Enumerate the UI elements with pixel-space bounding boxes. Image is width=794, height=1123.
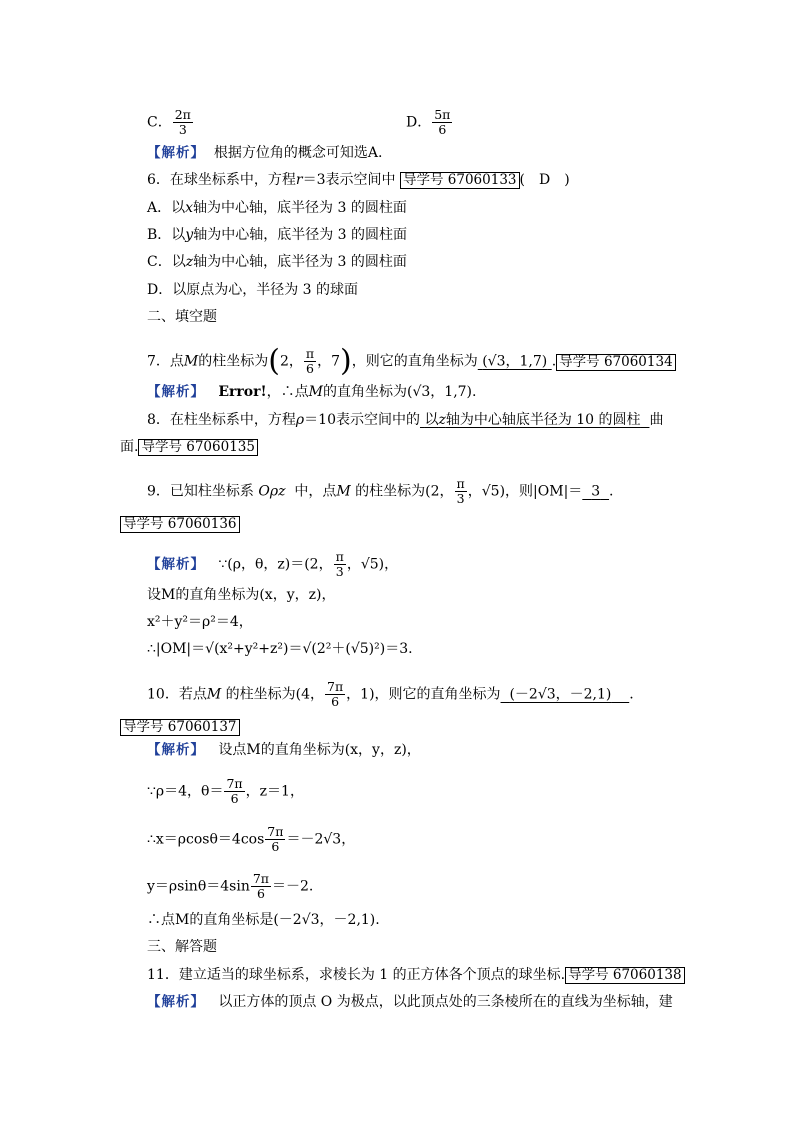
answer-blank: (√3，1,7) xyxy=(482,353,548,370)
q6-option-c: C．以z轴为中心轴，底半径为 3 的圆柱面 xyxy=(147,254,407,270)
section-heading-solve: 三、解答题 xyxy=(147,939,217,955)
solution-label: 【解析】 xyxy=(147,742,205,758)
q6-option-b: B．以y轴为中心轴，底半径为 3 的圆柱面 xyxy=(147,227,408,243)
fraction: $\frac{7\pi}{6}$ xyxy=(267,824,284,854)
solution-label: 【解析】 xyxy=(147,384,205,400)
q5-option-c: C． $\frac{2\pi}{3}$ xyxy=(147,107,191,137)
q7-solution: 【解析】 Error!，∴点M的直角坐标为(√3，1,7). xyxy=(147,384,477,400)
q9-reference xyxy=(120,515,240,533)
fraction: $\frac{\pi}{3}$ xyxy=(456,476,465,506)
solution-label: 【解析】 xyxy=(147,994,205,1010)
q5-option-d: D． $\frac{5\pi}{6}$ xyxy=(406,107,451,137)
section-heading-fill-in: 二、填空题 xyxy=(147,309,217,325)
fraction: $\frac{7\pi}{6}$ xyxy=(327,679,344,709)
fraction: $\frac{7\pi}{6}$ xyxy=(226,776,243,806)
fraction: $\frac{7\pi}{6}$ xyxy=(252,871,270,901)
q9-solution-line: x²＋y²＝ρ²＝4， xyxy=(147,614,253,630)
answer-blank: (－2√3，－2,1) xyxy=(509,686,612,703)
q10-solution-line: ∴点M的直角坐标是(－2√3，－2,1). xyxy=(147,912,380,928)
answer-blank: 3 xyxy=(591,483,601,500)
q10-stem: 10．若点M 的柱坐标为(4， $\frac{7\pi}{6}$ ，1)，则它的直角坐标为 (－2√3，－2,1) . xyxy=(147,679,634,709)
q9-solution-line: 设M的直角坐标为(x，y，z)， xyxy=(147,587,336,603)
fraction: $\frac{2\pi}{3}$ xyxy=(174,107,191,137)
reference-number-box: 导学号 67060134 xyxy=(556,354,676,371)
q9-stem: 9．已知柱坐标系 Oρz 中，点M 的柱坐标为(2， $\frac{\pi}{3}$ ，√5)，则|OM|＝ 3 . xyxy=(147,476,614,506)
reference-number-box: 导学号 67060137 xyxy=(120,719,240,736)
q11-stem: 11．建立适当的球坐标系，求棱长为 1 的正方体各个顶点的球坐标. 导学号 67060138 xyxy=(147,966,685,984)
fraction: $\frac{\pi}{3}$ xyxy=(335,549,344,579)
solution-label: 【解析】 xyxy=(147,556,205,573)
reference-number-box: 导学号 67060136 xyxy=(120,516,240,533)
fraction: $\frac{\pi}{6}$ xyxy=(305,346,315,376)
q9-solution: 【解析】 ∵(ρ，θ，z)＝(2， $\frac{\pi}{3}$ ，√5)， xyxy=(147,549,399,579)
reference-number-box: 导学号 67060135 xyxy=(138,439,258,456)
q7-stem: 7．点M的柱坐标为(2， $\frac{\pi}{6}$ ，7)，则它的直角坐标为 (√3，1,7) . 导学号 67060134 xyxy=(147,347,676,376)
q6-option-a: A．以x轴为中心轴，底半径为 3 的圆柱面 xyxy=(147,200,407,216)
q6-option-d: D．以原点为心，半径为 3 的球面 xyxy=(147,282,359,298)
q10-solution: 【解析】 设点M的直角坐标为(x，y，z)， xyxy=(147,742,421,758)
fraction: $\frac{5\pi}{6}$ xyxy=(434,107,451,137)
q9-solution-line: ∴|OM|＝√(x²+y²+z²)＝√(2²＋(√5)²)＝3. xyxy=(147,641,413,657)
q5-solution: 【解析】 根据方位角的概念可知选A. xyxy=(147,145,383,161)
q8-stem: 8．在柱坐标系中，方程ρ＝10表示空间中的 以z轴为中心轴底半径为 10 的圆柱 曲 xyxy=(147,412,664,428)
q8-stem-cont: 面. 导学号 67060135 xyxy=(120,438,258,456)
reference-number-box: 导学号 67060133 xyxy=(400,172,520,189)
q10-solution-line: ∴x＝ρcosθ＝4cos $\frac{7\pi}{6}$ ＝－2√3， xyxy=(147,824,356,854)
q6-stem: 6．在球坐标系中，方程r＝3表示空间中 导学号 67060133 ( D ) xyxy=(147,172,570,188)
q10-solution-line: ∵ρ＝4，θ＝ $\frac{7\pi}{6}$ ，z＝1， xyxy=(147,776,304,806)
solution-label: 【解析】 xyxy=(147,145,205,161)
answer-blank: 以z轴为中心轴底半径为 10 的圆柱 xyxy=(424,412,641,428)
q10-reference xyxy=(120,718,240,736)
reference-number-box: 导学号 67060138 xyxy=(565,967,685,984)
q10-solution-line: y＝ρsinθ＝4sin $\frac{7\pi}{6}$ ＝－2. xyxy=(147,871,314,901)
q11-solution: 【解析】 以正方体的顶点 O 为极点，以此顶点处的三条棱所在的直线为坐标轴，建 xyxy=(147,994,673,1010)
